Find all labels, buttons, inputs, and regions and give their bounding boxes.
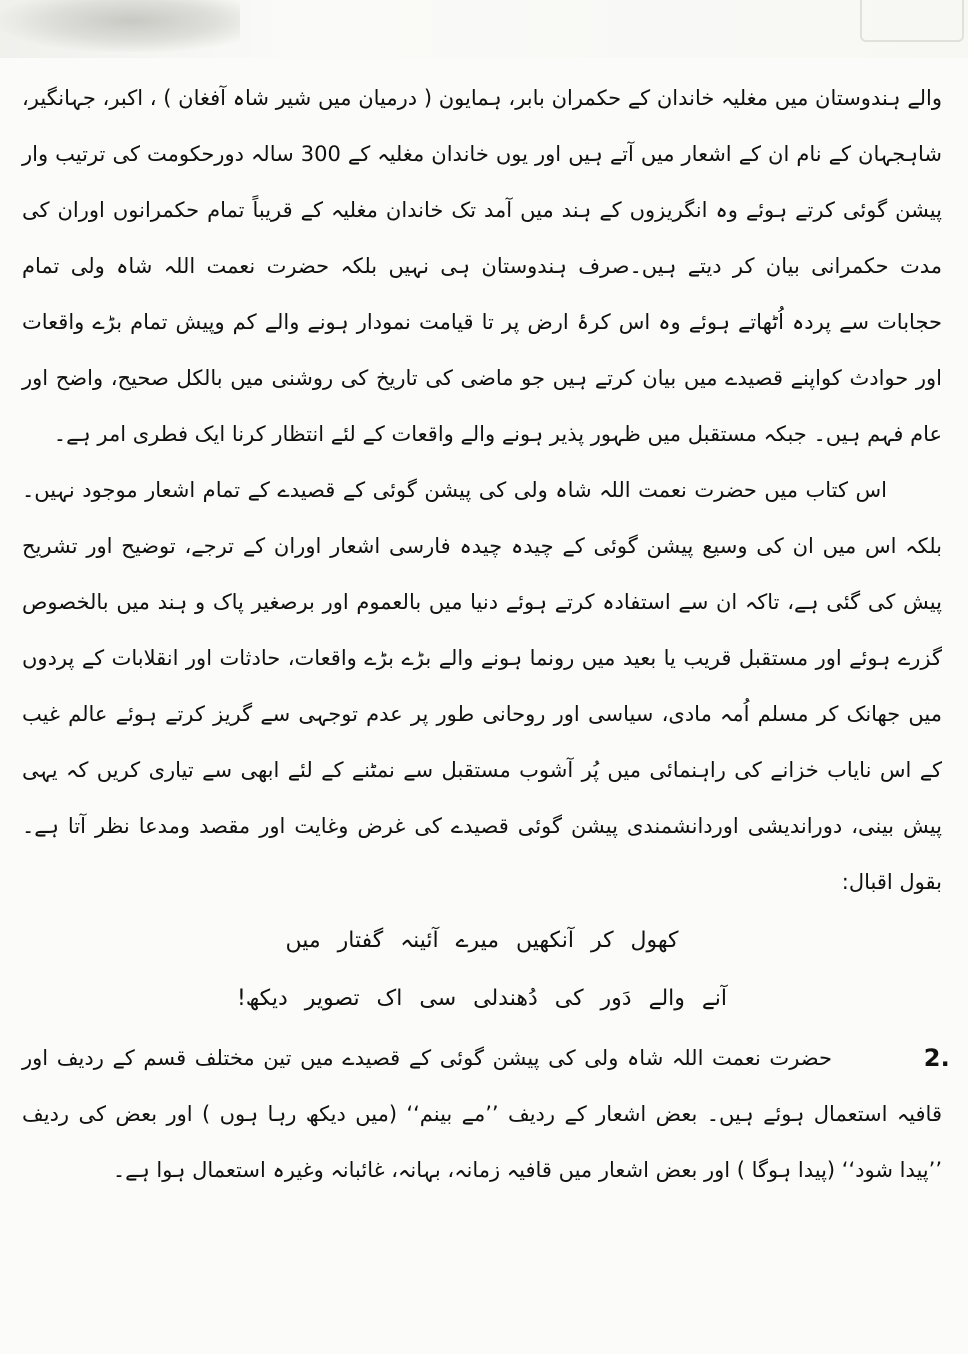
page-body [22, 70, 950, 1198]
verse-line-1: کھول کر آنکھیں میرے آئینہ گفتار میں [285, 928, 679, 953]
iqbal-verse [22, 912, 942, 1028]
paragraph-mughal-history: والے ہندوستان میں مغلیہ خاندان کے حکمران بابر، ہمایون ( درمیان میں شیر شاہ آفغان ) ، اکبر، جہانگیر، شاہجہان کے نام ان کے اشعار میں آتے ہیں اور یوں خاندان مغلیہ کے 300 سالہ دورحکومت کی ترتیب وار پیشن گوئی کرتے ہوئے وہ انگریزوں کے ہند میں آمد تک خاندان مغلیہ کے قریباً تمام حکمرانوں اوران کی مدت حکمرانی بیان کر دیتے ہیں۔صرف ہندوستان ہی نہیں بلکہ حضرت نعمت اللہ شاہ ولی تمام حجابات سے پردہ اُٹھاتے ہوئے وہ اس کرۂ ارض پر تا قیامت نمودار ہونے والے کم وپیش تمام بڑے واقعات اور حوادث کواپنے قصیدے میں بیان کرتے ہیں جو ماضی کی تاریخ کی روشنی میں بالکل صحیح، واضح اور عام فہم ہیں۔ جبکہ مستقبل میں ظہور پذیر ہونے والے واقعات کے لئے انتظار کرنا ایک فطری امر ہے۔ [22, 86, 943, 446]
item-number: 2. [923, 1044, 950, 1072]
item-text: حضرت نعمت اللہ شاہ ولی کی پیشن گوئی کے قصیدے میں تین مختلف قسم کے ردیف اور قافیہ استعمال ہوئے ہیں۔ بعض اشعار کے ردیف ’’مے بینم‘‘ (میں دیکھ رہا ہوں ) اور بعض کی ردیف ’’پیدا شود‘‘ (پیدا ہوگا ) اور بعض اشعار میں قافیہ زمانہ، بہانہ، غائبانہ وغیرہ استعمال ہوا ہے۔ [22, 1046, 942, 1182]
scan-smudge-right [860, 0, 964, 42]
paragraph-book-purpose: اس کتاب میں حضرت نعمت اللہ شاہ ولی کی پیشن گوئی کے قصیدے کے تمام اشعار موجود نہیں۔ بلکہ اس میں ان کی وسیع پیشن گوئی کے چیدہ چیدہ فارسی اشعار اوران کے ترجے، توضیح اور تشریح پیش کی گئی ہے، تاکہ ان سے استفادہ کرتے ہوئے دنیا میں بالعموم اور برصغیر پاک و ہند میں بالخصوص گزرے ہوئے اور مستقبل قریب یا بعید میں رونما ہونے والے بڑے بڑے واقعات، حادثات اور انقلابات کے پردوں میں جھانک کر مسلم اُمہ مادی، سیاسی اور روحانی طور پر عدم توجہی سے گریز کرتے ہوئے عالم غیب کے اس نایاب خزانے کی راہنمائی میں پُر آشوب مستقبل سے نمٹنے کے لئے ابھی سے تیاری کریں کہ یہی پیش بینی، دوراندیشی اوردانشمندی پیشن گوئی قصیدے کی غرض وغایت اور مقصد ومدعا نظر آتا ہے۔ بقول اقبال: [22, 478, 942, 894]
verse-line-2: آنے والے دَور کی دُھندلی سی اک تصویر دیکھ! [236, 986, 728, 1011]
numbered-item-2 [22, 1030, 950, 1198]
scan-smudge-left [0, 0, 240, 52]
